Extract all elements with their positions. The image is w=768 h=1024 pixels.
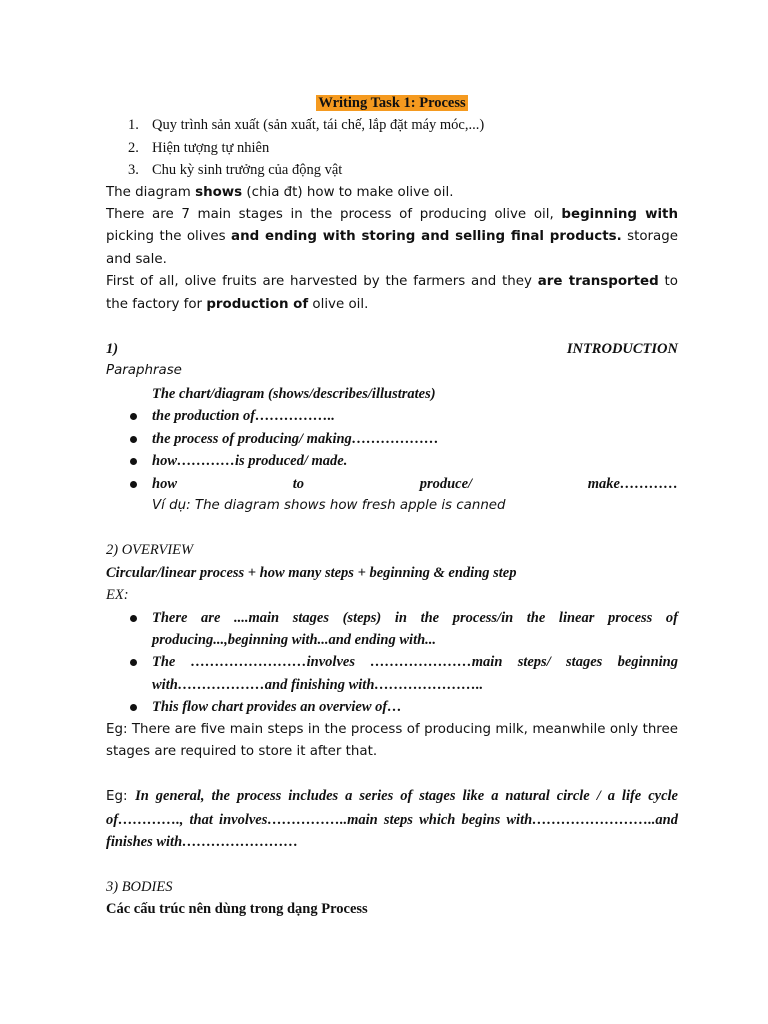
- overview-heading: 2) OVERVIEW: [106, 542, 194, 559]
- introduction-heading: [106, 338, 678, 360]
- diagram-sentence: The diagram shows (chia đt) how to make olive oil.: [106, 184, 454, 200]
- overview-bullets: [106, 607, 678, 719]
- bullet-icon: [130, 413, 137, 420]
- list-text: Chu kỳ sinh trưởng của động vật: [152, 162, 343, 179]
- bullet-icon: [130, 615, 137, 622]
- list-text: Quy trình sản xuất (sản xuất, tái chế, lắp đặt máy móc,...): [152, 117, 485, 134]
- example-sentence: Eg: There are five main steps in the process of producing milk, meanwhile only three stages are required to store it after that.: [106, 721, 678, 759]
- list-item: [106, 114, 678, 136]
- bullet-icon: [130, 481, 137, 488]
- list-number: 3.: [128, 162, 139, 179]
- list-item: the process of producing/ making………………: [106, 428, 678, 450]
- overview-formula: Circular/linear process + how many steps + beginning & ending step: [106, 564, 517, 581]
- list-item: how…………is produced/ made.: [106, 450, 678, 472]
- document-content: [106, 92, 678, 920]
- bullet-icon: [130, 436, 137, 443]
- section-title: INTRODUCTION: [566, 341, 678, 358]
- first-step-paragraph: First of all, olive fruits are harvested by the farmers and they are transported to the factory for production of olive oil.: [106, 274, 678, 312]
- list-item: how to produce/ make…………: [106, 473, 678, 495]
- list-item: [106, 137, 678, 159]
- ex-label: EX:: [106, 587, 129, 604]
- list-text: Hiện tượng tự nhiên: [152, 139, 270, 156]
- stages-paragraph: There are 7 main stages in the process of producing olive oil, beginning with picking the olives and ending with storing and selling final products. storage and sale.: [106, 207, 679, 267]
- section-number: 1): [106, 341, 119, 358]
- title-line: [106, 92, 678, 114]
- list-item: This flow chart provides an overview of…: [106, 696, 678, 718]
- bodies-heading: 3) BODIES: [106, 878, 173, 895]
- intro-example: Ví dụ: The diagram shows how fresh apple is canned: [152, 497, 506, 513]
- list-item: There are ....main stages (steps) in the process/in the linear process of producing...,beginning with...and ending with...: [106, 607, 678, 652]
- list-number: 2.: [128, 139, 139, 156]
- bodies-subheading: Các cấu trúc nên dùng trong dạng Process: [106, 901, 368, 917]
- example-general: Eg: In general, the process includes a series of stages like a natural circle / a life cycle of…………., that involves……………..main steps which begins with……………………..and finishes with……………………: [106, 788, 678, 851]
- list-item: The ……………………involves …………………main steps/ stages beginning with………………and finishing with…………………..: [106, 651, 678, 696]
- bullet-icon: [130, 659, 137, 666]
- document-title: Writing Task 1: Process: [318, 95, 466, 111]
- paraphrase-label: Paraphrase: [106, 363, 182, 379]
- bullet-icon: [130, 704, 137, 711]
- list-item: the production of……………..: [106, 405, 678, 427]
- intro-bullets: [106, 405, 678, 495]
- list-item: [106, 159, 678, 181]
- intro-lead: The chart/diagram (shows/describes/illustrates): [152, 385, 436, 402]
- process-types-list: [106, 114, 678, 181]
- list-number: 1.: [128, 117, 139, 134]
- bullet-icon: [130, 458, 137, 465]
